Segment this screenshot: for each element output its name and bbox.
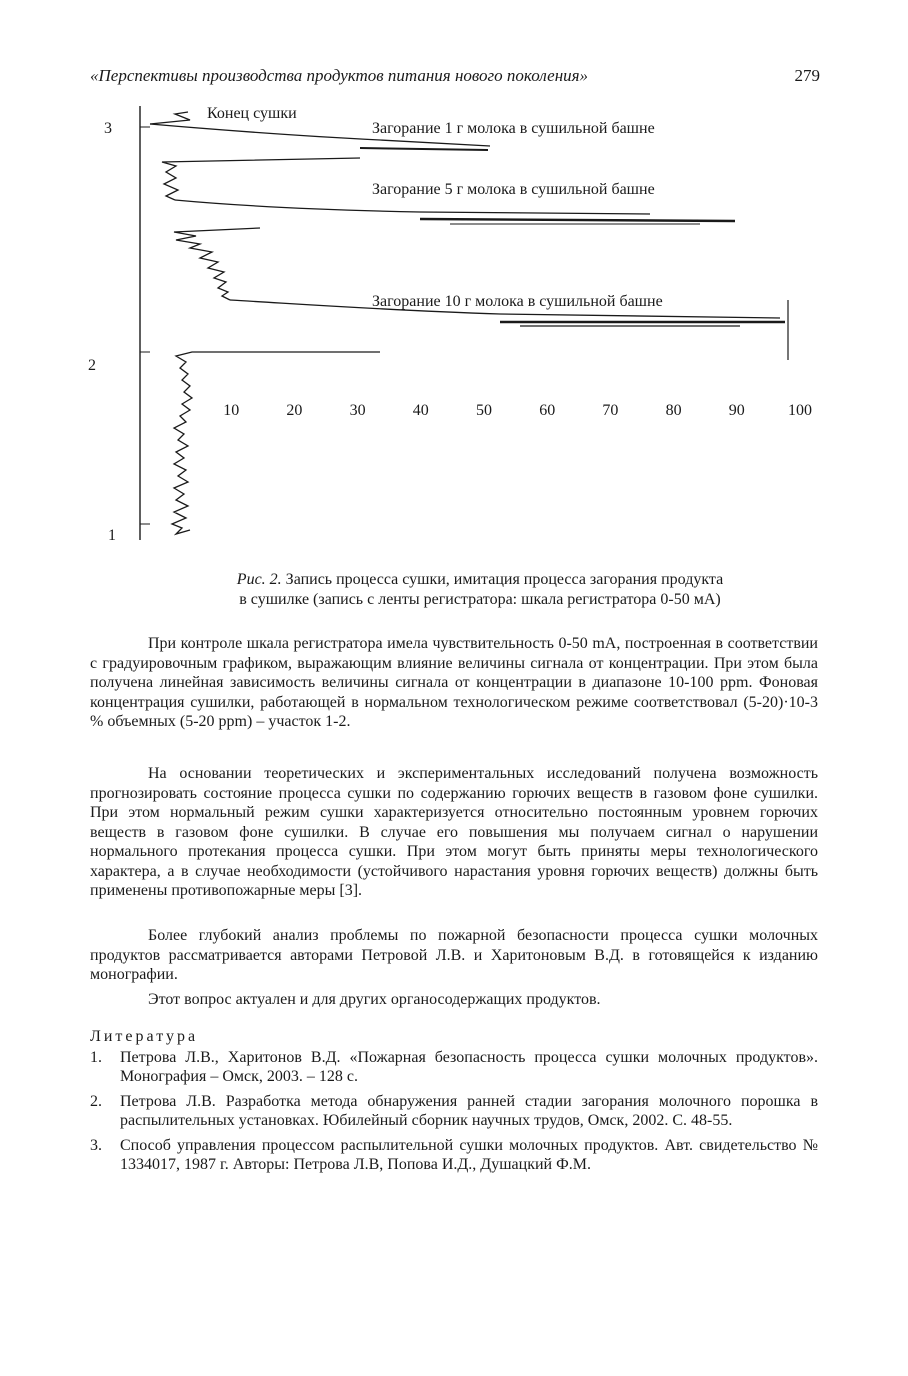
reference-item <box>90 1136 818 1174</box>
reference-list <box>90 1048 818 1180</box>
annotation-burn-1g: Загорание 1 г молока в сушильной башне <box>372 120 655 137</box>
x-tick-label: 70 <box>602 402 619 419</box>
drying-record-chart <box>0 0 908 560</box>
x-tick-label: 40 <box>412 402 429 419</box>
reference-number: 1. <box>90 1049 102 1066</box>
trace-burn-1g <box>150 112 190 124</box>
x-tick-label: 50 <box>476 402 492 419</box>
annotation-burn-10g: Загорание 10 г молока в сушильной башне <box>372 293 663 310</box>
reference-text: Способ управления процессом распылительной сушки молочных продуктов. Авт. свидетельство № 1334017, 1987 г. Авторы: Петрова Л.В, Попова И.Д., Душацкий Ф.М. <box>120 1137 818 1173</box>
x-tick-label: 100 <box>788 402 812 419</box>
x-tick-label: 10 <box>223 402 240 419</box>
x-tick-label: 60 <box>539 402 556 419</box>
x-tick-label: 90 <box>728 402 745 419</box>
literature-heading: Литература <box>90 1028 199 1045</box>
caption-line-1 <box>160 570 800 590</box>
reference-text: Петрова Л.В. Разработка метода обнаружения ранней стадии загорания молочного порошка в распылительных установках. Юбилейный сборник научных трудов, Омск, 2002. С. 48-55. <box>120 1093 818 1129</box>
reference-number: 2. <box>90 1093 102 1110</box>
page-number: 279 <box>794 66 820 85</box>
y-label-1: 1 <box>108 527 116 544</box>
paragraph-2: На основании теоретических и экспериментальных исследований получена возможность прогнозировать состояние процесса сушки по содержанию горючих веществ в газовом фоне сушилки. При этом нормальный режим сушки характеризуется относительно постоянным уровнем горючих веществ в газовом фоне сушилки. В случае его повышения мы получаем сигнал о нарушении нормального протекания процесса сушки. При этом могут быть приняты меры технологического характера, а в случае необходимости (устойчивого нарастания уровня горючих веществ) должны быть применены противопожарные меры [3]. <box>90 765 818 899</box>
annotation-burn-5g: Загорание 5 г молока в сушильной башне <box>372 181 655 198</box>
reference-item <box>90 1092 818 1130</box>
reference-number: 3. <box>90 1137 102 1154</box>
x-tick-label: 30 <box>349 402 366 419</box>
x-tick-label: 20 <box>286 402 303 419</box>
annotation-end-of-drying: Конец сушки <box>207 105 297 122</box>
reference-text: Петрова Л.В., Харитонов В.Д. «Пожарная безопасность процесса сушки молочных продуктов». Монография – Омск, 2003. – 128 с. <box>120 1049 818 1085</box>
y-label-2: 2 <box>88 357 96 374</box>
figure-caption <box>160 570 800 610</box>
x-scale-labels <box>223 402 812 419</box>
paragraph-4: Этот вопрос актуален и для других органосодержащих продуктов. <box>148 991 601 1008</box>
paragraph-3: Более глубокий анализ проблемы по пожарной безопасности процесса сушки молочных продуктов рассматривается авторами Петровой Л.В. и Харитоновым В.Д. в готовящейся к изданию монографии. <box>90 927 818 983</box>
caption-text-1: Запись процесса сушки, имитация процесса загорания продукта <box>281 571 724 588</box>
running-title: «Перспективы производства продуктов питания нового поколения» <box>90 66 589 85</box>
trace-burn-5g <box>162 158 360 200</box>
trace-burn-10g <box>174 228 260 300</box>
paragraph-1: При контроле шкала регистратора имела чувствительность 0-50 mA, построенная в соответствии с градуировочным графиком, выражающим влияние величины сигнала от концентрации. При этом была получена линейная зависимость величины сигнала от концентрации в диапазоне 10-100 ppm. Фоновая концентрация сушилки, работающей в нормальном технологическом режиме соответствовал (5-20)·10-3 % объемных (5-20 ppm) – участок 1-2. <box>90 635 818 730</box>
trace-burn-5g-tail <box>175 200 650 214</box>
y-label-3: 3 <box>104 120 112 137</box>
x-tick-label: 80 <box>665 402 682 419</box>
trace-background <box>172 352 380 534</box>
reference-item <box>90 1048 818 1086</box>
caption-label: Рис. 2. <box>236 571 282 588</box>
trace-burn-5g-peak <box>420 219 735 221</box>
caption-line-2: в сушилке (запись с ленты регистратора: шкала регистратора 0-50 мА) <box>239 591 721 608</box>
trace-burn-1g-peak <box>360 148 488 150</box>
